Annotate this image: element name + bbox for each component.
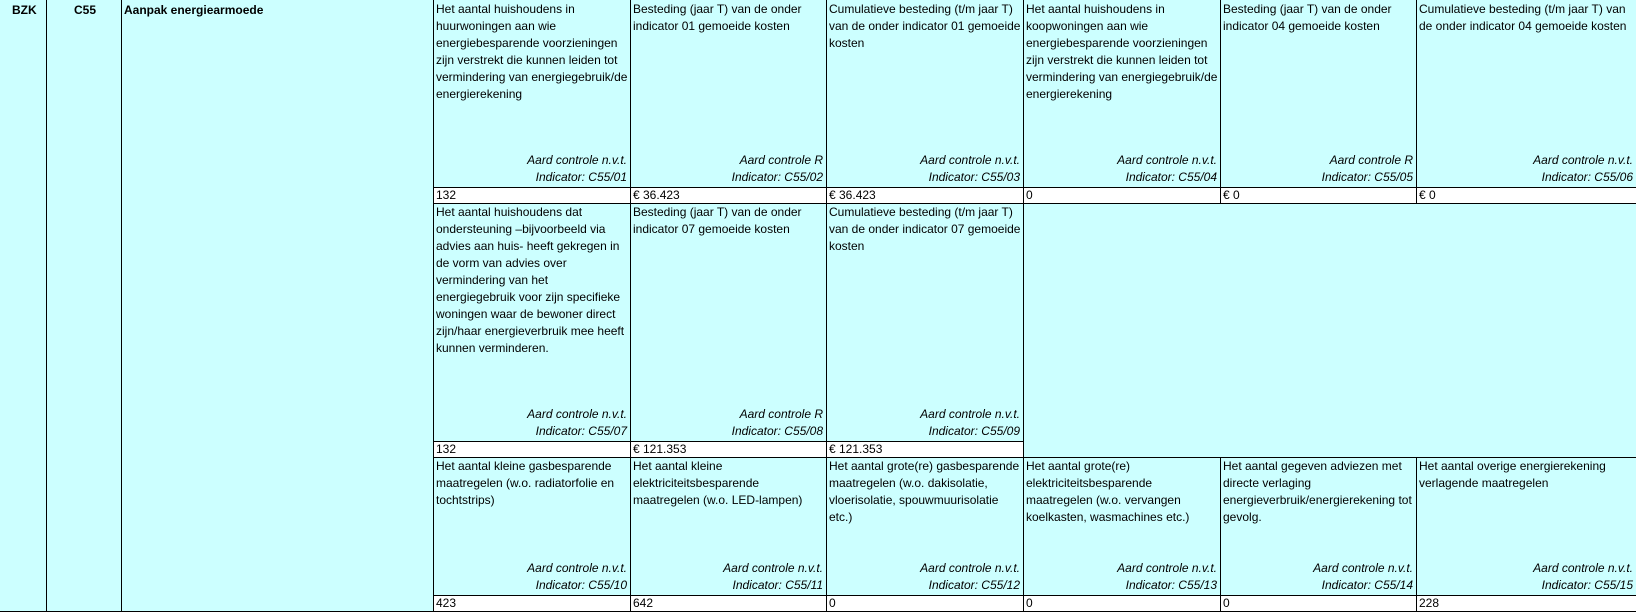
grid-line (1023, 203, 1221, 204)
indicator-description: Cumulatieve besteding (t/m jaar T) van de onder indicator 01 gemoeide kosten (829, 2, 1021, 50)
indicator-value-field[interactable]: 0 (1024, 187, 1220, 203)
grid-line (826, 595, 1024, 596)
indicator-meta (1533, 152, 1633, 186)
grid-line (433, 457, 1636, 458)
control-type-label: Aard controle n.v.t. (1533, 153, 1633, 167)
indicator-meta (527, 406, 627, 440)
control-type-label: Aard controle R (739, 153, 823, 167)
indicator-code-label: Indicator: C55/02 (731, 170, 823, 184)
grid-line (1023, 203, 1024, 457)
grid-line (826, 203, 1024, 204)
indicator-value-field[interactable]: 0 (827, 595, 1023, 611)
control-type-label: Aard controle n.v.t. (920, 153, 1020, 167)
control-type-label: Aard controle n.v.t. (527, 153, 627, 167)
grid-line (630, 0, 631, 203)
indicator-meta (732, 152, 823, 186)
indicator-code-label: Indicator: C55/09 (928, 424, 1020, 438)
grid-line (1023, 595, 1221, 596)
indicator-meta (723, 560, 823, 594)
indicator-description: Het aantal grote(re) elektriciteitsbesparende maatregelen (w.o. vervangen koelkasten, wasmachines etc.) (1026, 459, 1190, 524)
grid-line (1023, 457, 1024, 611)
indicator-meta (1322, 152, 1413, 186)
control-type-label: Aard controle R (1329, 153, 1413, 167)
grid-line (630, 203, 827, 204)
indicator-code-label: Indicator: C55/13 (1125, 578, 1217, 592)
grid-line (433, 595, 631, 596)
indicator-code-label: Indicator: C55/04 (1125, 170, 1217, 184)
control-type-label: Aard controle n.v.t. (1313, 561, 1413, 575)
indicator-description: Het aantal gegeven adviezen met directe verlaging energieverbruik/energierekening tot gevolg. (1223, 459, 1412, 524)
indicator-code-label: Indicator: C55/15 (1541, 578, 1633, 592)
indicator-cell (631, 457, 826, 595)
indicator-cell (631, 0, 826, 187)
indicator-description: Het aantal huishoudens in koopwoningen aan wie energiebesparende voorzieningen zijn verstrekt die kunnen leiden tot vermindering van energiegebruik/de energierekening (1026, 2, 1218, 101)
grid-line (1220, 595, 1417, 596)
indicator-cell (434, 203, 630, 441)
grid-line (1023, 187, 1221, 188)
indicator-code-label: Indicator: C55/01 (535, 170, 627, 184)
column-divider (46, 0, 47, 612)
indicator-cell (1221, 0, 1416, 187)
indicator-code-label: Indicator: C55/07 (535, 424, 627, 438)
indicator-cell (827, 203, 1023, 441)
indicator-code-label: Indicator: C55/08 (731, 424, 823, 438)
indicator-description: Het aantal huishoudens in huurwoningen aan wie energiebesparende voorzieningen zijn verstrekt die kunnen leiden tot vermindering van energiegebruik/de energierekening (436, 2, 628, 101)
grid-line (630, 187, 827, 188)
indicator-code-label: Indicator: C55/06 (1541, 170, 1633, 184)
indicator-cell (827, 457, 1023, 595)
control-type-label: Aard controle n.v.t. (920, 407, 1020, 421)
indicator-description: Het aantal overige energierekening verlagende maatregelen (1419, 459, 1606, 490)
grid-line (1220, 203, 1417, 204)
indicator-cell (1024, 0, 1220, 187)
indicator-meta (527, 560, 627, 594)
grid-line (630, 595, 827, 596)
control-type-label: Aard controle n.v.t. (723, 561, 823, 575)
indicator-value-field[interactable]: 423 (434, 595, 630, 611)
indicator-value-field[interactable]: € 0 (1417, 187, 1636, 203)
indicator-description: Het aantal kleine gasbesparende maatregelen (w.o. radiatorfolie en tochtstrips) (436, 459, 615, 507)
indicator-meta (920, 406, 1020, 440)
grid-line (826, 0, 827, 203)
indicator-cell (1221, 457, 1416, 595)
grid-line (1416, 611, 1636, 612)
indicator-description: Cumulatieve besteding (t/m jaar T) van de onder indicator 07 gemoeide kosten (829, 205, 1021, 253)
indicator-value-field[interactable]: 0 (1221, 595, 1416, 611)
indicator-description: Het aantal grote(re) gasbesparende maatregelen (w.o. dakisolatie, vloerisolatie, spouwmuurisolatie etc.) (829, 459, 1020, 524)
column-divider (121, 0, 122, 612)
indicator-value-field[interactable]: 228 (1417, 595, 1636, 611)
indicator-cell (434, 0, 630, 187)
indicator-value-field[interactable]: 0 (1024, 595, 1220, 611)
indicator-description: Besteding (jaar T) van de onder indicator 01 gemoeide kosten (633, 2, 802, 33)
grid-line (1416, 457, 1417, 611)
control-type-label: Aard controle n.v.t. (527, 407, 627, 421)
grid-line (433, 203, 631, 204)
indicator-description: Het aantal huishoudens dat ondersteuning –bijvoorbeeld via advies aan huis- heeft gekregen in de vorm van advies over vermindering van het energiegebruik voor zijn specifieke woningen waar de bewoner direct zijn/haar energieverbruik mee heeft kunnen verminderen. (436, 205, 625, 355)
grid-line (1220, 0, 1221, 203)
grid-line (630, 611, 827, 612)
indicator-value-field[interactable]: € 36.423 (827, 187, 1023, 203)
indicator-cell (1417, 0, 1636, 187)
indicator-meta (1533, 560, 1633, 594)
grid-line (1416, 187, 1636, 188)
regulation-title: Aanpak energiearmoede (124, 3, 264, 17)
indicator-description: Cumulatieve besteding (t/m jaar T) van de onder indicator 04 gemoeide kosten (1419, 2, 1627, 33)
code-label: C55 (74, 3, 97, 17)
grid-line (826, 611, 1024, 612)
grid-line (1416, 595, 1636, 596)
indicator-code-label: Indicator: C55/14 (1321, 578, 1413, 592)
indicator-meta (1313, 560, 1413, 594)
indicator-cell (434, 457, 630, 595)
control-type-label: Aard controle n.v.t. (920, 561, 1020, 575)
indicator-code-label: Indicator: C55/10 (535, 578, 627, 592)
indicator-meta (1117, 152, 1217, 186)
indicator-description: Besteding (jaar T) van de onder indicator 04 gemoeide kosten (1223, 2, 1392, 33)
indicator-value-field[interactable]: 642 (631, 595, 826, 611)
indicator-value-field[interactable]: € 121.353 (827, 441, 1023, 457)
grid-line (826, 441, 1024, 442)
grid-line (1416, 203, 1636, 204)
control-type-label: Aard controle n.v.t. (1117, 153, 1217, 167)
indicator-meta (1117, 560, 1217, 594)
grid-line (630, 441, 827, 442)
indicator-code-label: Indicator: C55/12 (928, 578, 1020, 592)
indicator-value-field[interactable]: € 36.423 (631, 187, 826, 203)
grid-line (1023, 0, 1024, 203)
grid-line (630, 203, 631, 457)
grid-line (433, 187, 631, 188)
grid-line (1220, 187, 1417, 188)
indicator-cell (827, 0, 1023, 187)
indicator-meta (732, 406, 823, 440)
control-type-label: Aard controle n.v.t. (1533, 561, 1633, 575)
indicator-code-label: Indicator: C55/11 (732, 578, 823, 592)
indicator-description: Besteding (jaar T) van de onder indicator 07 gemoeide kosten (633, 205, 802, 236)
indicator-value-field[interactable]: 132 (434, 441, 630, 457)
indicator-code-label: Indicator: C55/03 (928, 170, 1020, 184)
indicator-cell (1024, 457, 1220, 595)
grid-line (630, 457, 631, 611)
indicator-value-field[interactable]: 132 (434, 187, 630, 203)
indicator-value-field[interactable]: € 121.353 (631, 441, 826, 457)
indicator-meta (920, 560, 1020, 594)
indicator-cell (1417, 457, 1636, 595)
control-type-label: Aard controle R (739, 407, 823, 421)
grid-line (826, 203, 827, 457)
grid-line (1416, 0, 1417, 203)
grid-line (826, 187, 1024, 188)
department-label: BZK (12, 3, 37, 17)
indicator-code-label: Indicator: C55/05 (1321, 170, 1413, 184)
indicator-meta (920, 152, 1020, 186)
indicator-value-field[interactable]: € 0 (1221, 187, 1416, 203)
control-type-label: Aard controle n.v.t. (527, 561, 627, 575)
indicator-meta (527, 152, 627, 186)
grid-line (1023, 611, 1221, 612)
grid-line (826, 457, 827, 611)
indicator-cell (631, 203, 826, 441)
grid-line (1220, 457, 1221, 611)
grid-line (1220, 611, 1417, 612)
control-type-label: Aard controle n.v.t. (1117, 561, 1217, 575)
indicator-description: Het aantal kleine elektriciteitsbesparende maatregelen (w.o. LED-lampen) (633, 459, 803, 507)
grid-line (433, 441, 631, 442)
grid-line (433, 611, 631, 612)
